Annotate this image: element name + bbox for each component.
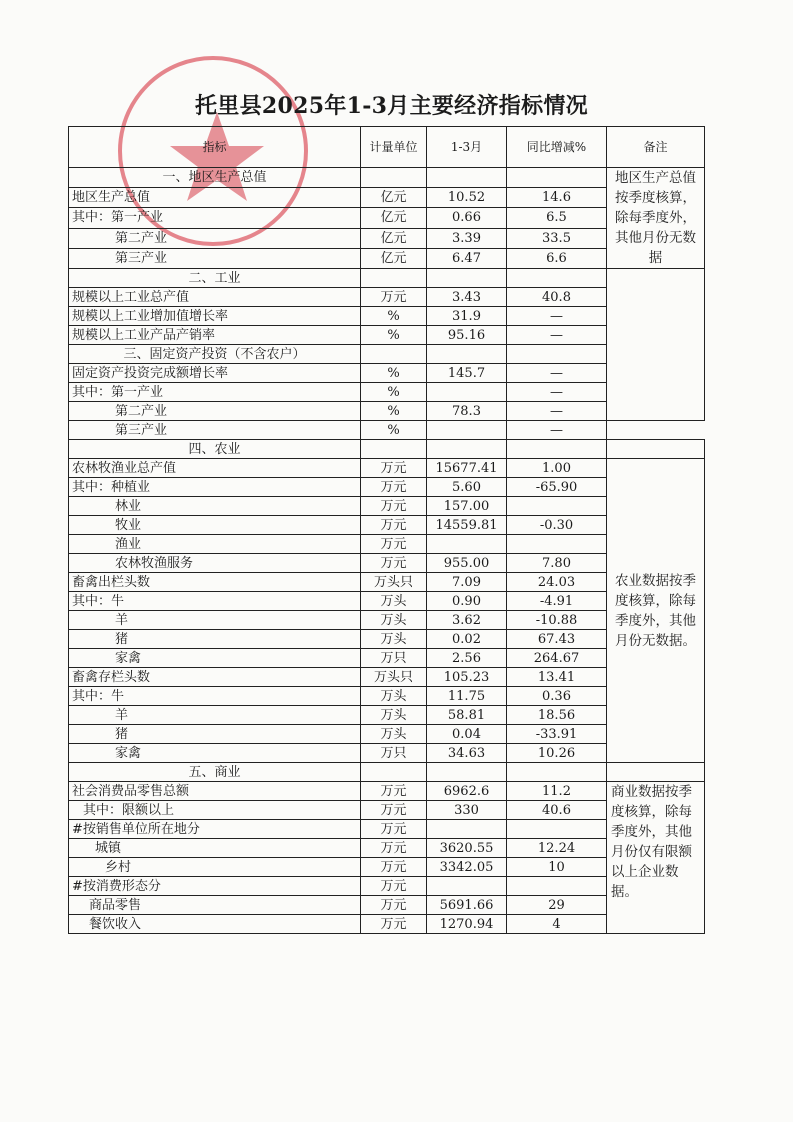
indicator-name: 规模以上工业产品产销率 <box>69 326 361 345</box>
value-cell: 5691.66 <box>427 896 507 915</box>
section-row <box>69 763 705 782</box>
indicator-name: 牧业 <box>69 516 361 535</box>
unit-cell: 万元 <box>361 877 427 896</box>
yoy-cell: — <box>507 364 607 383</box>
header-indicator: 指标 <box>69 127 361 168</box>
indicator-name: 畜禽存栏头数 <box>69 668 361 687</box>
yoy-cell: 40.8 <box>507 288 607 307</box>
value-cell <box>427 421 507 440</box>
value-cell <box>427 535 507 554</box>
indicator-name: 乡村 <box>69 858 361 877</box>
value-cell: 3620.55 <box>427 839 507 858</box>
yoy-cell: -4.91 <box>507 592 607 611</box>
indicator-name: 农林牧渔服务 <box>69 554 361 573</box>
value-cell: 95.16 <box>427 326 507 345</box>
yoy-cell: -65.90 <box>507 478 607 497</box>
indicator-name: 猪 <box>69 630 361 649</box>
yoy-cell: -10.88 <box>507 611 607 630</box>
unit-cell: 万元 <box>361 497 427 516</box>
unit-cell: 万元 <box>361 839 427 858</box>
yoy-cell: 18.56 <box>507 706 607 725</box>
yoy-cell: 10.26 <box>507 744 607 763</box>
unit-cell: 亿元 <box>361 188 427 208</box>
unit-cell: 万元 <box>361 896 427 915</box>
value-cell <box>427 820 507 839</box>
unit-cell: 万元 <box>361 459 427 478</box>
indicator-name: 其中：第一产业 <box>69 208 361 228</box>
unit-cell: 万头 <box>361 725 427 744</box>
indicator-name: 地区生产总值 <box>69 188 361 208</box>
value-cell: 5.60 <box>427 478 507 497</box>
unit-cell: 万头只 <box>361 668 427 687</box>
note-commerce: 商业数据按季度核算，除每季度外，其他月份仅有限额以上企业数据。 <box>607 782 705 934</box>
unit-cell: 万头只 <box>361 573 427 592</box>
indicator-name: 林业 <box>69 497 361 516</box>
table-row <box>69 421 705 440</box>
yoy-cell: 0.36 <box>507 687 607 706</box>
value-cell: 7.09 <box>427 573 507 592</box>
table-row <box>69 782 705 801</box>
yoy-cell: 14.6 <box>507 188 607 208</box>
unit-cell: 万元 <box>361 288 427 307</box>
indicator-name: 羊 <box>69 706 361 725</box>
note-gdp: 地区生产总值按季度核算，除每季度外，其他月份无数据 <box>607 168 705 269</box>
unit-cell: % <box>361 364 427 383</box>
yoy-cell: 67.43 <box>507 630 607 649</box>
unit-cell: 万元 <box>361 516 427 535</box>
yoy-cell <box>507 497 607 516</box>
value-cell: 14559.81 <box>427 516 507 535</box>
yoy-cell: — <box>507 307 607 326</box>
yoy-cell: 7.80 <box>507 554 607 573</box>
unit-cell: 亿元 <box>361 248 427 268</box>
indicator-name: 猪 <box>69 725 361 744</box>
value-cell: 3.39 <box>427 228 507 248</box>
value-cell: 15677.41 <box>427 459 507 478</box>
unit-cell: 亿元 <box>361 208 427 228</box>
unit-cell: 万头 <box>361 706 427 725</box>
indicator-name: 第二产业 <box>69 228 361 248</box>
unit-cell: 万元 <box>361 782 427 801</box>
indicator-name: 家禽 <box>69 649 361 668</box>
indicator-name: 其中：牛 <box>69 687 361 706</box>
value-cell: 330 <box>427 801 507 820</box>
unit-cell: % <box>361 326 427 345</box>
value-cell: 58.81 <box>427 706 507 725</box>
unit-cell: 万元 <box>361 801 427 820</box>
unit-cell: 万元 <box>361 915 427 934</box>
indicator-name: #按销售单位所在地分 <box>69 820 361 839</box>
yoy-cell: 1.00 <box>507 459 607 478</box>
indicator-name: 其中：限额以上 <box>69 801 361 820</box>
page-title: 托里县2025年1-3月主要经济指标情况 <box>195 93 588 119</box>
table-row <box>69 459 705 478</box>
unit-cell: 万只 <box>361 649 427 668</box>
indicator-name: 规模以上工业总产值 <box>69 288 361 307</box>
yoy-cell <box>507 820 607 839</box>
unit-cell: 亿元 <box>361 228 427 248</box>
indicator-name: 羊 <box>69 611 361 630</box>
note-blank <box>607 763 705 782</box>
value-cell: 955.00 <box>427 554 507 573</box>
indicator-name: 城镇 <box>69 839 361 858</box>
value-cell: 157.00 <box>427 497 507 516</box>
indicator-name: 其中：种植业 <box>69 478 361 497</box>
note-agriculture: 农业数据按季度核算，除每季度外，其他月份无数据。 <box>607 459 705 763</box>
value-cell: 105.23 <box>427 668 507 687</box>
unit-cell: % <box>361 307 427 326</box>
section-row <box>69 269 705 288</box>
indicator-name: #按消费形态分 <box>69 877 361 896</box>
yoy-cell: 6.5 <box>507 208 607 228</box>
value-cell: 3342.05 <box>427 858 507 877</box>
section-row <box>69 440 705 459</box>
yoy-cell: -33.91 <box>507 725 607 744</box>
unit-cell: % <box>361 402 427 421</box>
value-cell: 2.56 <box>427 649 507 668</box>
unit-cell: % <box>361 383 427 402</box>
yoy-cell: 33.5 <box>507 228 607 248</box>
indicator-name: 第二产业 <box>69 402 361 421</box>
value-cell: 10.52 <box>427 188 507 208</box>
indicator-name: 商品零售 <box>69 896 361 915</box>
yoy-cell: 264.67 <box>507 649 607 668</box>
indicator-table <box>68 126 705 934</box>
yoy-cell: -0.30 <box>507 516 607 535</box>
yoy-cell: 4 <box>507 915 607 934</box>
yoy-cell: — <box>507 402 607 421</box>
yoy-cell: 29 <box>507 896 607 915</box>
section-row <box>69 168 705 188</box>
note-blank <box>607 440 705 459</box>
indicator-name: 规模以上工业增加值增长率 <box>69 307 361 326</box>
indicator-name: 其中：牛 <box>69 592 361 611</box>
indicator-name: 家禽 <box>69 744 361 763</box>
header-yoy: 同比增减% <box>507 127 607 168</box>
yoy-cell <box>507 877 607 896</box>
unit-cell: 万只 <box>361 744 427 763</box>
value-cell: 145.7 <box>427 364 507 383</box>
yoy-cell <box>507 535 607 554</box>
yoy-cell: 13.41 <box>507 668 607 687</box>
value-cell: 6962.6 <box>427 782 507 801</box>
value-cell: 0.66 <box>427 208 507 228</box>
section-heading: 三、固定资产投资（不含农户） <box>69 345 361 364</box>
yoy-cell: 12.24 <box>507 839 607 858</box>
value-cell: 3.62 <box>427 611 507 630</box>
value-cell: 34.63 <box>427 744 507 763</box>
indicator-name: 餐饮收入 <box>69 915 361 934</box>
section-heading: 四、农业 <box>69 440 361 459</box>
unit-cell: 万头 <box>361 592 427 611</box>
yoy-cell: — <box>507 383 607 402</box>
unit-cell: 万元 <box>361 478 427 497</box>
unit-cell: 万元 <box>361 554 427 573</box>
indicator-name: 第三产业 <box>69 421 361 440</box>
unit-cell: 万头 <box>361 630 427 649</box>
indicator-name: 其中：第一产业 <box>69 383 361 402</box>
indicator-name: 固定资产投资完成额增长率 <box>69 364 361 383</box>
section-heading: 二、工业 <box>69 269 361 288</box>
table-header-row <box>69 127 705 168</box>
yoy-cell: 10 <box>507 858 607 877</box>
header-period: 1-3月 <box>427 127 507 168</box>
unit-cell: 万元 <box>361 858 427 877</box>
unit-cell: % <box>361 421 427 440</box>
unit-cell: 万元 <box>361 535 427 554</box>
header-note: 备注 <box>607 127 705 168</box>
indicator-name: 社会消费品零售总额 <box>69 782 361 801</box>
note-blank <box>607 269 705 421</box>
header-unit: 计量单位 <box>361 127 427 168</box>
value-cell <box>427 383 507 402</box>
value-cell: 0.90 <box>427 592 507 611</box>
unit-cell: 万元 <box>361 820 427 839</box>
indicator-name: 渔业 <box>69 535 361 554</box>
section-heading: 一、地区生产总值 <box>69 168 361 188</box>
value-cell: 31.9 <box>427 307 507 326</box>
unit-cell: 万头 <box>361 687 427 706</box>
value-cell: 3.43 <box>427 288 507 307</box>
value-cell: 0.04 <box>427 725 507 744</box>
yoy-cell: — <box>507 421 607 440</box>
yoy-cell: 24.03 <box>507 573 607 592</box>
value-cell: 11.75 <box>427 687 507 706</box>
yoy-cell: — <box>507 326 607 345</box>
indicator-name: 畜禽出栏头数 <box>69 573 361 592</box>
section-heading: 五、商业 <box>69 763 361 782</box>
value-cell: 78.3 <box>427 402 507 421</box>
yoy-cell: 11.2 <box>507 782 607 801</box>
unit-cell: 万头 <box>361 611 427 630</box>
value-cell: 0.02 <box>427 630 507 649</box>
indicator-name: 农林牧渔业总产值 <box>69 459 361 478</box>
value-cell: 1270.94 <box>427 915 507 934</box>
yoy-cell: 40.6 <box>507 801 607 820</box>
value-cell: 6.47 <box>427 248 507 268</box>
value-cell <box>427 877 507 896</box>
yoy-cell: 6.6 <box>507 248 607 268</box>
indicator-name: 第三产业 <box>69 248 361 268</box>
